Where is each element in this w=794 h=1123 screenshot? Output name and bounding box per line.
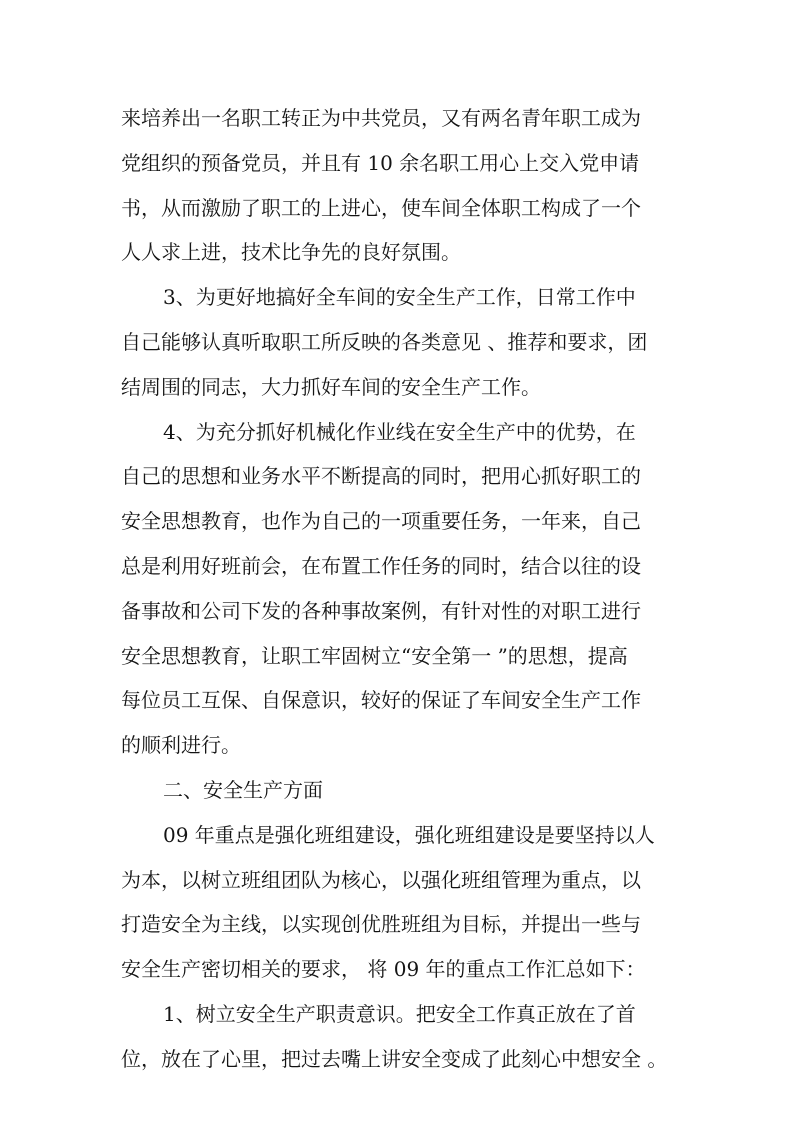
text-line: 打造安全为主线，以实现创优胜班组为目标，并提出一些与 [121, 912, 641, 937]
paragraph-first-line: 1、树立安全生产职责意识。把安全工作真正放在了首 [163, 1001, 636, 1026]
text-line: 人人求上进，技术比争先的良好氛围。 [121, 240, 461, 265]
text-line: 每位员工互保、自保意识，较好的保证了车间安全生产工作 [121, 688, 641, 713]
paragraph-first-line: 3、为更好地搞好全车间的安全生产工作，日常工作中 [163, 285, 636, 310]
text-line: 来培养出一名职工转正为中共党员，又有两名青年职工成为 [121, 106, 641, 130]
paragraph-first-line: 4、为充分抓好机械化作业线在安全生产中的优势，在 [163, 419, 636, 444]
text-line: 安全思想教育，也作为自己的一项重要任务，一年来，自己 [121, 509, 641, 534]
text-line: 自己的思想和业务水平不断提高的同时，把用心抓好职工的 [121, 464, 641, 489]
text-line: 党组织的预备党员，并且有 10 余名职工用心上交入党申请 [121, 150, 640, 175]
text-line: 位，放在了心里，把过去嘴上讲安全变成了此刻心中想安全 。 [121, 1046, 668, 1071]
text-line: 结周围的同志，大力抓好车间的安全生产工作。 [121, 374, 541, 399]
text-line: 为本，以树立班组团队为核心，以强化班组管理为重点，以 [121, 867, 641, 892]
section-heading: 二、安全生产方面 [163, 777, 323, 802]
text-line: 自己能够认真听取职工所反映的各类意见 、推荐和要求，团 [121, 329, 648, 354]
body-text [121, 96, 676, 1082]
paragraph-first-line: 09 年重点是强化班组建设，强化班组建设是要坚持以人 [163, 822, 655, 847]
text-line: 安全思想教育，让职工牢固树立“安全第一 ”的思想，提高 [121, 643, 628, 668]
text-line: 总是利用好班前会，在布置工作任务的同时，结合以往的设 [121, 553, 641, 578]
text-line: 安全生产密切相关的要求， 将 09 年的重点工作汇总如下： [121, 957, 646, 982]
text-line: 备事故和公司下发的各种事故案例，有针对性的对职工进行 [121, 598, 641, 623]
text-line: 书，从而激励了职工的上进心，使车间全体职工构成了一个 [121, 195, 641, 220]
text-line: 的顺利进行。 [121, 733, 241, 758]
